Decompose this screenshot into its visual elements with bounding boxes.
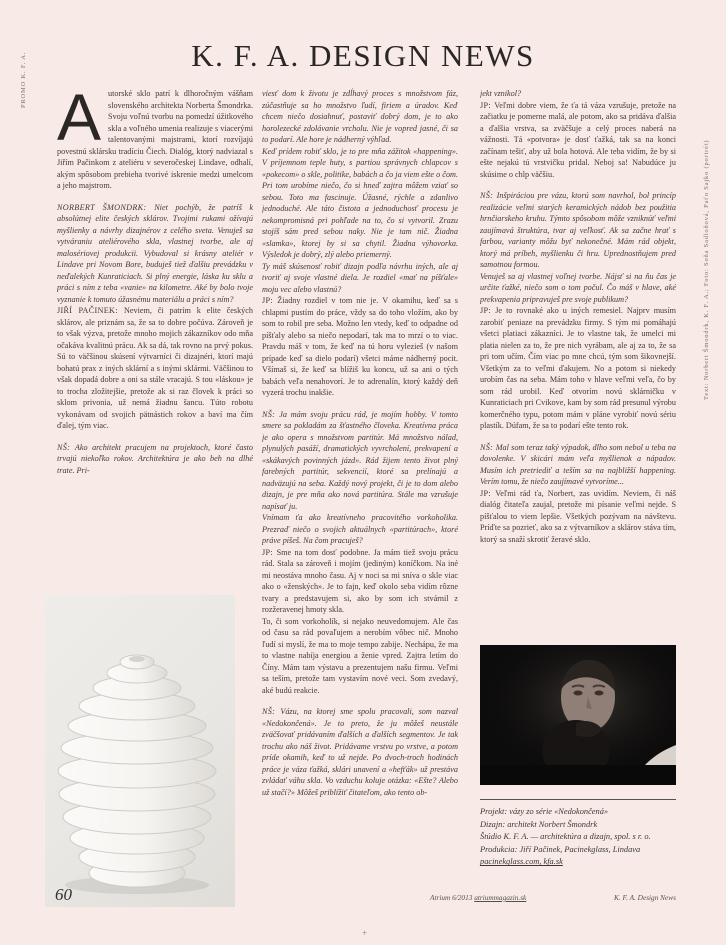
speaker-label: NŠ: (262, 707, 281, 716)
speaker-label: JP: (480, 306, 496, 315)
credits-divider (480, 799, 676, 800)
footer (430, 893, 676, 902)
credit-line: Štúdio K. F. A. — architektúra a dizajn, spol. s r. o. (480, 832, 651, 842)
paragraph: NŠ: Inšpiráciou pre vázu, ktorú som navrhol, bol princíp realizácie veľmi starých keramických nádob bez použitia hrnčiarskeho kruhu. Týmto spôsobom môže vzniknúť veľmi zaujímavá štruktúra, tvar aj veľkosť. Ak sa začne hrať s farbou, varianty môžu byť nekonečné. Mám rád objekt, ktorý má príbeh, myšlienku či hru. Uprednostňujem pred samotnou formou. (480, 191, 676, 269)
paragraph: jekt vznikol? (480, 89, 522, 98)
vase-illustration (45, 595, 235, 907)
credit-line: Produkcia: Jiří Pačinek, Pacinekglass, Lindava (480, 844, 641, 854)
article-column-2 (262, 88, 458, 876)
speaker-label: NŠ: (262, 409, 280, 419)
footer-issue: Atrium 6/2013 atriummagazin.sk (430, 893, 527, 902)
paragraph: Vnímam ťa ako kreatívneho pracovitého vorkoholika. Prezraď niečo o svojich aktuálnych «partitúrach», ktoré práve píšeš. Na čom pracuješ? (262, 513, 458, 545)
paragraph: viesť dom k životu je zdĺhavý proces s množstvom fáz, zúčastňuje sa ho množstvo ľudí, firiem a úradov. Keď chcem niečo dosiahnuť, postaviť dobrý dom, je to ako horolezecké zdolávanie vrcholu. Nie je vopred jasné, či sa to podarí. Ale hore je nádherný výhľad. (262, 89, 458, 144)
paragraph: NŠ: Mal som teraz taký výpadok, dlho som nebol u teba na dovolenke. V skicári mám veľa myšlienok a nápadov. Musím ich pretriediť a teším sa na najbližší happening. Verím tomu, že niečo zaujímavé vytvoríme... (480, 442, 676, 486)
paragraph: JP: Žiadny rozdiel v tom nie je. V okamihu, keď sa s chlapmi pustím do práce, vždy sa do toho vložím, ako by som to robil pre seba. Možno len vtedy, keď to odpadne od píšťaly alebo sa niečo nepodarí, tak ma to mrzí o to viac. Pravdu máš v tom, že keď na tú horu vylezieš (v našom prípade keď sa dielo podarí) všetci máme nádherný pocit. Všímaš si, že keď sa blížiš ku koncu, už sa ani o tých babách veľa nenahovorí. Je to adrenalín, ktorý každý deň vyzerá trochu inakšie. (262, 296, 458, 397)
speaker-label: NŠ: (480, 442, 496, 452)
portrait-photo (480, 645, 676, 785)
credits-block (480, 799, 676, 869)
paragraph: To, či som vorkoholík, si nejako neuvedomujem. Ale čas od času sa rád povaľujem a nerobím vôbec nič. Mnoho ľudí si myslí, že ma to moje tempo zabije. Nechápu, že ma to vlastne nabíja energiou a ženie vpred. Zajtra letím do Číny. Mám tam výstavu a prezentujem našu firmu. Veľmi sa teším, pretože tam vystavím nové veci. Som zvedavý, aké budú reakcie. (262, 616, 458, 695)
footer-rubric: K. F. A. Design News (614, 893, 676, 902)
registration-mark: + (362, 928, 368, 938)
promo-vertical-label: PROMO K. F. A. (20, 51, 27, 108)
speaker-label: JP: (480, 488, 496, 498)
speaker-label: JP: (480, 100, 495, 110)
drop-cap: A (57, 88, 102, 154)
paragraph: Ty máš skúsenosť robiť dizajn podľa návrhu iných, ale aj tvoriť aj svoje vlastné diela. Je rozdiel «mať na píšťale» moju vec alebo vlastnú? (262, 261, 458, 294)
paragraph: JP: Veľmi rád ťa, Norbert, zas uvidím. Neviem, či náš dialóg čitateľa zaujal, pretože mi písanie veľmi nejde. S píšťalou to viem lepšie. Všetkých pozývam na návštevu. Príďte sa pozrieť, ako sa z výtvarníkov a sklárov stáva tím, ktorý sa snaží skrotiť žeravé sklo. (480, 488, 676, 544)
paragraph: Keď prídem robiť sklo, je to pre mňa zážitok «happening». V príjemnom teple huty, s partiou správnych chlapcov s «pokecom» o skle, politike, babách a čo ja viem ešte o čom. Pri tom urobíme niečo, čo si hneď zajtra môžem vziať so sebou. Toto ma fascinuje. Úžasné, rýchle a zdanlivo jednoduché. Ale táto čistota a jednoduchosť procesu je nekompromisná pri pohľade na to, čo si vytvoril. Zrazu stojíš sám pred sebou naky. Nie je tam nič. Žiadna «slamka», ktorej by si sa chytil. Žiadna výhovorka. Výsledok je dobrý, zlý alebo priemerný. (262, 146, 458, 259)
paragraph: NŠ: Ako architekt pracujem na projektoch, ktoré často trvajú niekoľko rokov. Architektúra je ako beh na dlhé trate. Pri- (57, 442, 253, 475)
portrait-illustration (480, 645, 676, 785)
page-title: K. F. A. DESIGN NEWS (191, 38, 535, 73)
article-column-1 (57, 88, 253, 562)
article-column-3 (480, 88, 676, 644)
credit-links[interactable]: pacinekglass.com, kfa.sk (480, 857, 563, 867)
paragraph: NŠ: Ja mám svoju prácu rád, je mojím hobby. V tomto smere sa pokladám za šťastného človeka. Kreatívna práca je ako opera s množstvom partitúr. Má množstvo nálad, plynulých pasáží, dramatických vyvrcholení, prekvapení a «skákavých povinných jázd». Rád žijem tento život plný farebných partitúr, sekvencií, ktoré sa prelínajú a nadväzujú na seba. Každý nový projekt, či je to dom alebo dizajn, je pre mňa ako nová partitúra. Stále ma vzrušuje napísať ju. (262, 409, 458, 511)
page-number: 60 (55, 885, 72, 904)
credit-line: Dizajn: architekt Norbert Šmondrk (480, 819, 598, 829)
speaker-label: JIŘÍ PAČINEK: (57, 306, 124, 315)
photo-credit-vertical-label: Text: Norbert Šmondrk, K. F. A.; Foto: Soňa Sadloňová, Paťo Sajko (portrét) (703, 139, 710, 400)
speaker-label: NŠ: (480, 191, 497, 200)
credit-lines (480, 806, 676, 869)
speaker-label: NORBERT ŠMONDRK: (57, 202, 155, 212)
paragraph: JIŘÍ PAČINEK: Neviem, či patrím k elite českých sklárov, ale priznám sa, že sa to dobre počúva. Zároveň je to však výzva, pretože mnoho mojich zákazníkov odo mňa očakáva kvalitnú prácu. Ak sa dá, tak rovno na prvý pokus. Sú to väčšinou skúsení výtvarníci či dizajnéri, ktorí majú bohatú prax z iných sklární a s inými sklármi. Väčšinou to však dopadá dobre a oni sa stále vracajú. S tou «láskou» je to trocha zložitejšie, pretože ak si raz človek k práci so sklom privonia, už nemá žiadnu šancu. Túto robotu vykonávam od svojich pätnástich rokov a baví ma čím ďalej, tým viac. (57, 306, 253, 430)
paragraph: JP: Veľmi dobre viem, že ťa tá váza vzrušuje, pretože na začiatku je pomerne malá, ale potom, ako sa pridáva ďalšia a ďalšia vrstva, sa zväčšuje a celý proces naberá na vážnosti. Tá «potvora» je dosť ťažká, tak sa na konci začínam tešiť, aby už bola hotová. Ale teba vidím, že by si ešte nejakú tú vrstvičku pridal. Neboj sa! Nabudúce ju skúsime o chlp väčšiu. (480, 100, 676, 179)
speaker-label: NŠ: (57, 442, 75, 452)
paragraph: JP: Sme na tom dosť podobne. Ja mám tiež svoju prácu rád. Stala sa zároveň i mojím (jediným) koníčkom. Na iné mi neostáva mnoho času. Aj v noci sa mi sníva o skle viac ako o «ženských». Je to fajn, keď okolo seba vidím rôzne tvary a predstavujem si, ako by som ich stvárnil z rozžeravenej hmoty skla. (262, 547, 458, 614)
speaker-label: JP: (262, 547, 277, 557)
credit-line: Projekt: vázy zo série «Nedokončená» (480, 807, 609, 816)
vase-photo (45, 595, 235, 907)
paragraph: Autorské sklo patrí k dlhoročným vášňam slovenského architekta Norberta Šmondrka. Svoju voľnú tvorbu na pomedzí úžitkového skla a voľného umenia realizuje s viacerými talentovanými majstrami, ktorí rozvíjajú povestnú sklársku tradíciu Čiech. Dialóg, ktorý nadviazal s Jiřím Pačinkom z ateliéru v severočeskej Lindave, odhalí, akým spôsobom prebieha tvorivé iskrenie medzi umelcom a jeho majstrom. (57, 88, 253, 190)
paragraph: JP: Je to rovnaké ako u iných remesiel. Najprv musím zarobiť peniaze na prevádzku firmy. S tým mi pomáhajú všetci platiaci zákazníci. Je to vlastne tak, že umelci mi platia nielen za to, že pre nich vyrábam, ale aj za to, že sa pri tom učím. Čím viac po mne chcú, tým som šikovnejší. Všetkým za to veľmi ďakujem. No a potom si niekedy urobím čas na seba. Mám toho v hlave veľmi veľa, čo by som rád urobil. Keď otvorím novú sklárničku v Kunraticiach pri Cvikove, kam by som rád presunul výrobu komerčného typu, potom mám v pláne vyrobiť novú sériu plastík. Dúfam, že sa to podarí ešte tento rok. (480, 306, 676, 430)
speaker-label: JP: (262, 296, 278, 305)
footer-site-link[interactable]: atriummagazin.sk (474, 893, 527, 902)
paragraph: NORBERT ŠMONDRK: Niet pochýb, že patríš k absolútnej elite českých sklárov. Tvojimi rukami ožívajú myšlienky a návrhy dizajnérov z celého sveta. Venuješ sa vytváraniu ateliérového skla, vlastnej tvorbe, ale aj malosériovej produkcii. Vybudoval si krásny ateliér v Lindave pri Novom Bore, buduješ tiež ďalšiu prevádzku v neďalekých Kunraticiach. Si plný energie, láska ku sklu a práci s ním z teba «vanie» na kilometre. Aké by bolo tvoje vyznanie k tomuto úžasnému materiálu a práci s ním? (57, 202, 253, 304)
paragraph: Venuješ sa aj vlastnej voľnej tvorbe. Nájsť si na ňu čas je určite ťažké, niečo som o tom počul. Čo máš v hlave, aké prekvapenia pripravuješ pre svoje publikum? (480, 271, 676, 304)
paragraph: NŠ: Vázu, na ktorej sme spolu pracovali, som nazval «Nedokončená». Je to preto, že ju môžeš neustále zväčšovať pridávaním ďalších a ďalších segmentov. Je tak trochu ako náš život. Pridávame vrstvu po vrstve, a potom príde okamih, keď to už nejde. Po dvoch-troch hodinách práce je váza ťažká, sklári unavení a «hefťák» už prestáva zvládať váhu skla. Vo vzduchu koluje otázka: «Ešte? Alebo už stačí?» Môžeš priblížiť čitateľom, ako tento ob- (262, 707, 458, 797)
